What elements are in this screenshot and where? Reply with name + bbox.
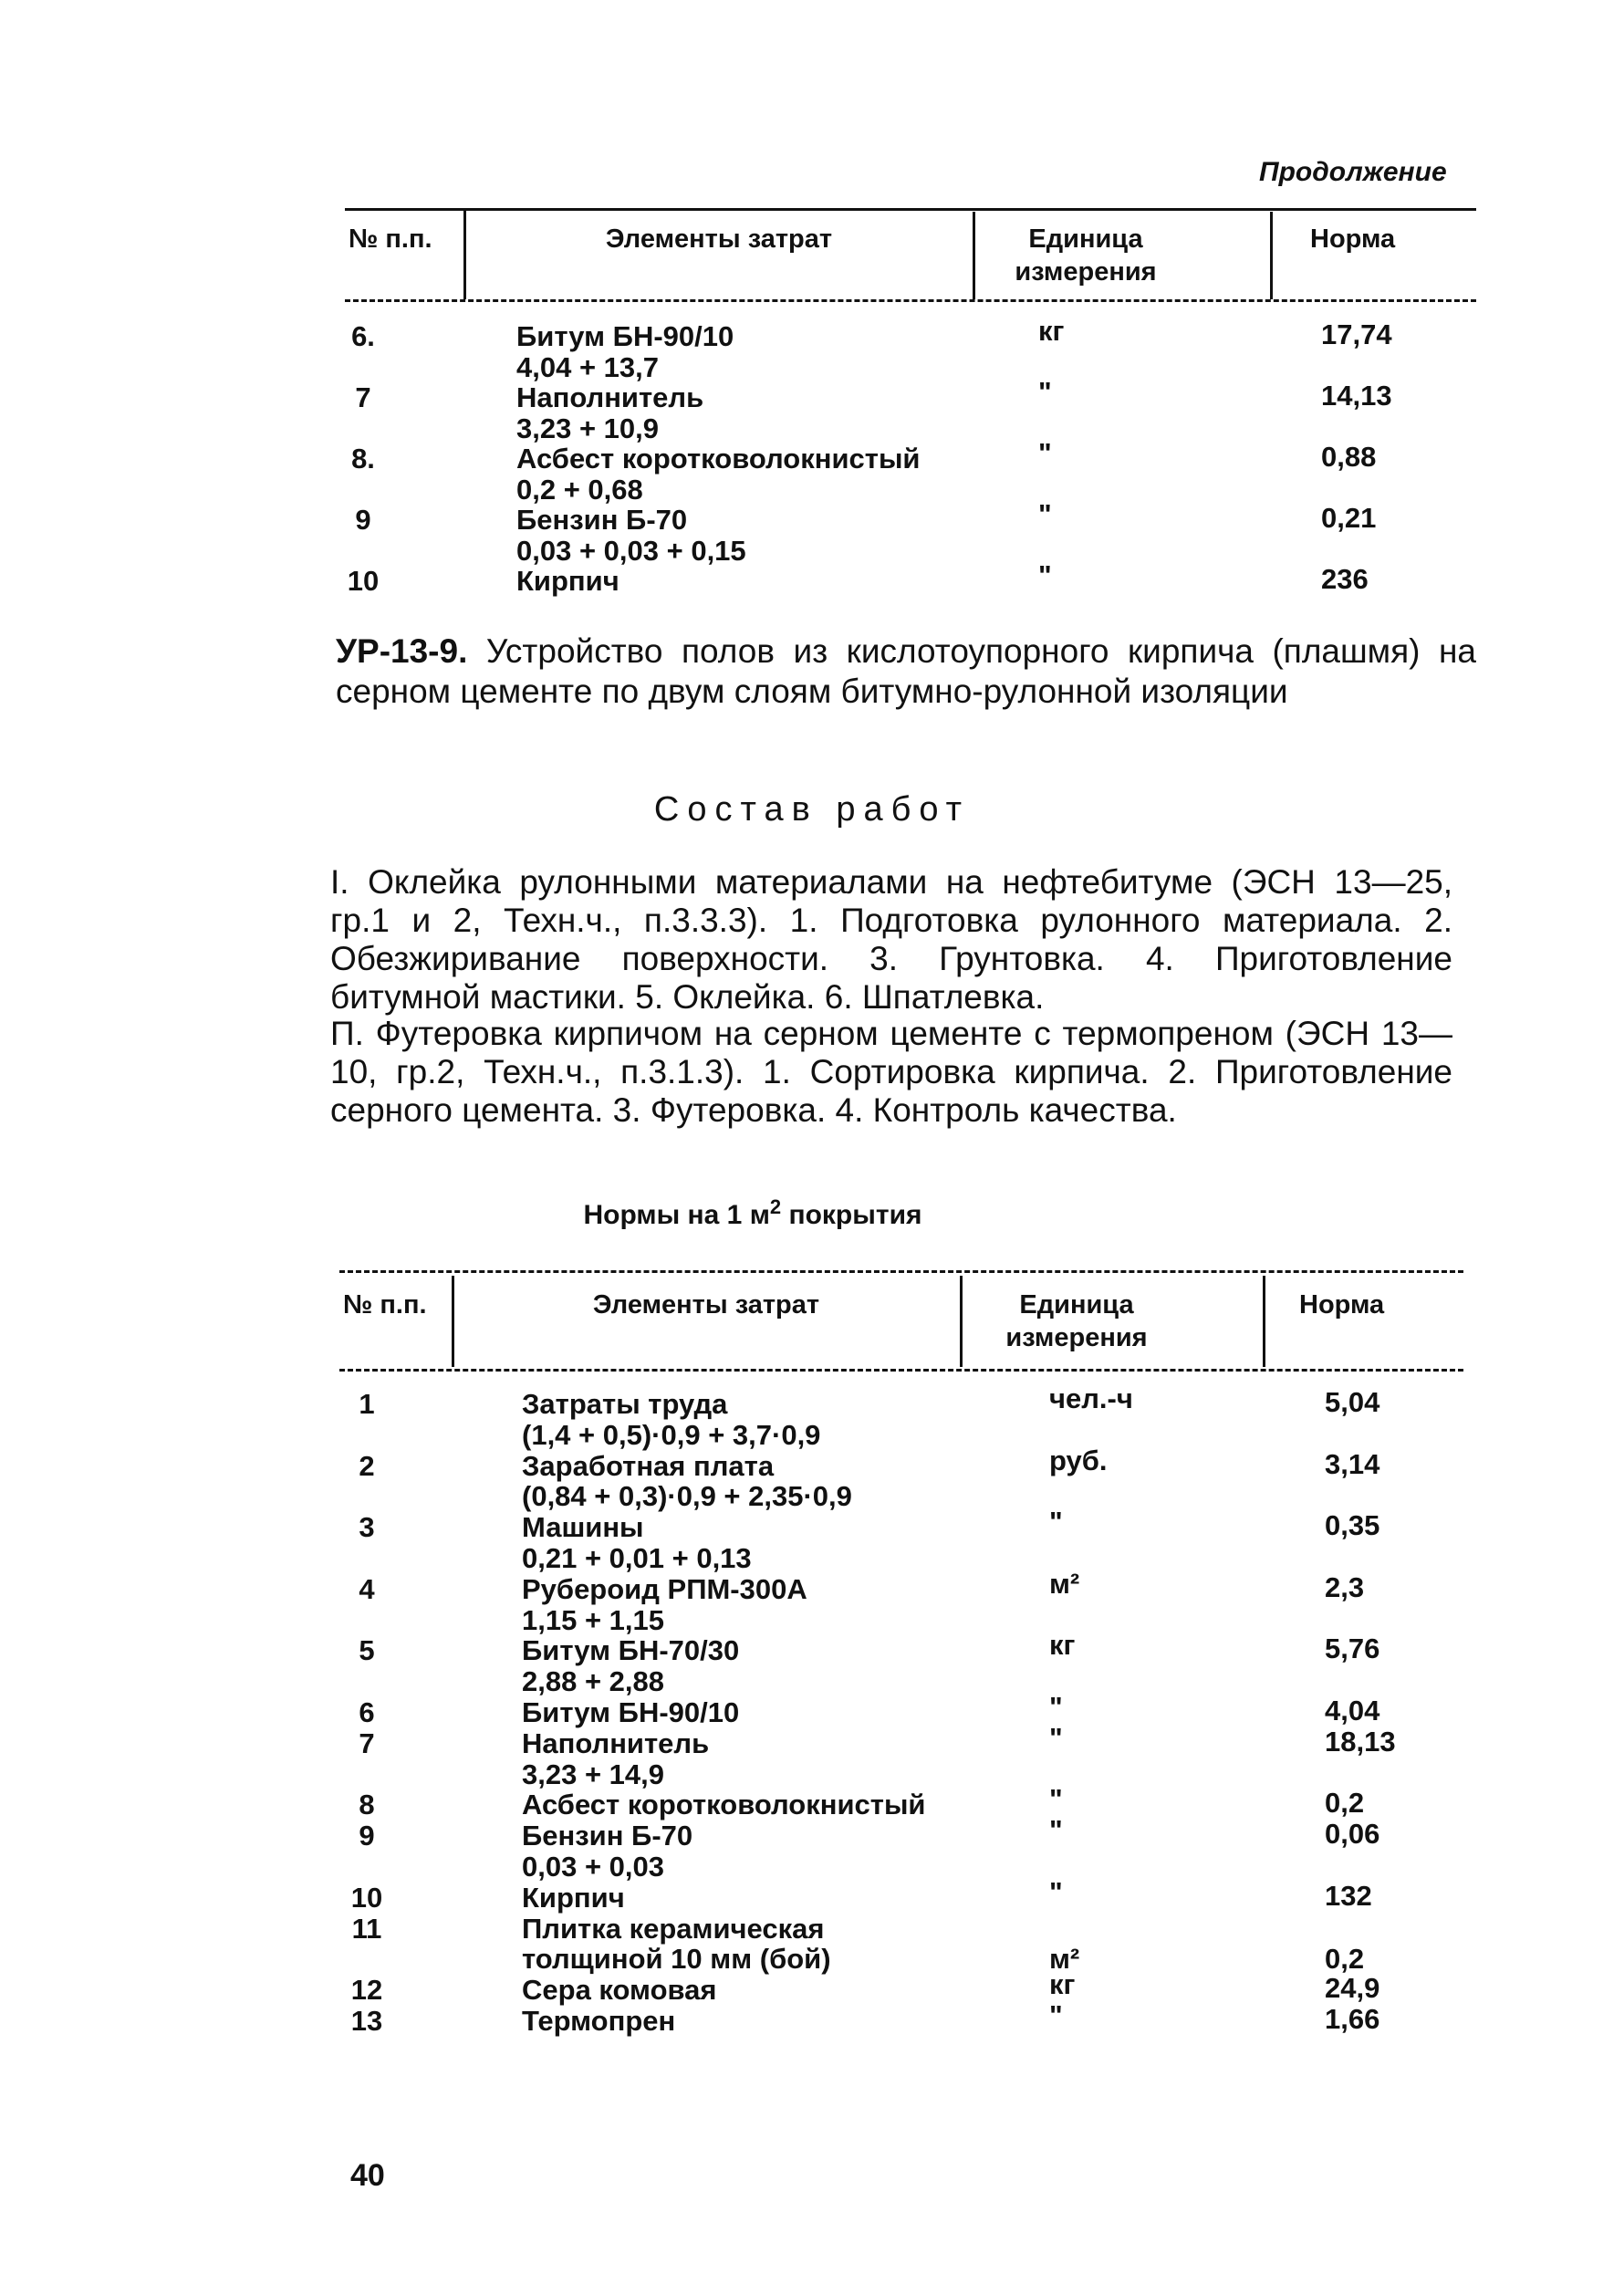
row-unit: " [1049,1691,1063,1723]
row-unit: чел.-ч [1049,1382,1133,1414]
row-element-name: Наполнитель [516,381,704,413]
norms-title-tail: покрытия [781,1200,922,1230]
section-code: УР-13-9. [336,632,468,670]
row-element-detail: 0,03 + 0,03 + 0,15 [516,534,746,567]
row-element-detail: 2,88 + 2,88 [522,1665,664,1698]
table-2-header-unit: Единица измерения [1005,1290,1148,1352]
row-norm: 0,06 [1325,1818,1380,1851]
row-unit: " [1038,376,1052,408]
row-norm: 0,2 [1325,1943,1365,1976]
row-element-detail: (0,84 + 0,3)·0,9 + 2,35·0,9 [522,1480,852,1513]
row-number: 9 [359,1820,375,1852]
row-element-name: Наполнитель [522,1726,710,1759]
row-norm: 18,13 [1325,1725,1396,1758]
row-element-detail: толщиной 10 мм (бой) [522,1943,831,1976]
table-2-header-elements: Элементы затрат [592,1290,820,1320]
row-unit: " [1038,437,1052,469]
row-element-name: Рубероид РПМ-300А [522,1572,807,1605]
norms-title-superscript: 2 [769,1195,782,1218]
row-unit: " [1049,1721,1063,1754]
work-paragraph-1: I. Оклейка рулонными материалами на нефтебитуме (ЭСН 13—25, гр.1 и 2, Техн.ч., п.3.3.3). 1. Подготовка рулонного материала. 2. Обезжиривание поверхности. 3. Грунтовка. 4. Приготовление битумной мастики. 5. Оклейка. 6. Шпатлевка. [330,863,1452,1016]
work-paragraph-2: П. Футеровка кирпичом на серном цементе с термопреном (ЭСН 13—10, гр.2, Техн.ч., п.3.1.3). 1. Сортировка кирпича. 2. Приготовление серного цемента. 3. Футеровка. 4. Контроль качества. [330,1015,1452,1129]
row-unit: руб. [1049,1444,1108,1476]
row-number: 8. [351,443,375,475]
table-1-col-divider [1270,212,1273,299]
row-number: 6. [351,320,375,352]
row-element-detail: 1,15 + 1,15 [522,1603,664,1636]
row-norm: 0,21 [1321,502,1377,534]
row-element-detail: 0,2 + 0,68 [516,473,643,506]
row-number: 1 [359,1388,375,1420]
row-number: 6 [359,1696,375,1728]
section-heading-text: Устройство полов из кислотоупорного кирпича (плашмя) на серном цементе по двум слоям битумно-рулонной изоляции [336,632,1477,710]
table-2-top-rule [339,1270,1463,1273]
row-element-name: Кирпич [522,1881,625,1914]
table-1-col-divider [463,208,466,299]
row-element-name: Плитка керамическая [522,1912,825,1945]
row-norm: 1,66 [1325,2003,1380,2035]
table-1-header-rule [345,299,1476,302]
row-number: 10 [350,1881,383,1914]
row-number: 2 [359,1449,375,1482]
table-2-header-num: № п.п. [343,1290,427,1320]
table-2-col-divider [960,1276,963,1367]
row-element-detail: 0,21 + 0,01 + 0,13 [522,1542,752,1574]
row-norm: 5,76 [1325,1633,1380,1665]
row-unit: " [1049,1506,1063,1539]
row-norm: 2,3 [1325,1570,1365,1603]
row-number: 3 [359,1511,375,1544]
continuation-label: Продолжение [1259,157,1447,187]
row-unit: " [1049,1814,1063,1847]
table-1-col-divider [973,212,975,299]
row-norm: 24,9 [1325,1972,1380,2005]
page-number: 40 [350,2158,385,2193]
row-element-detail: 3,23 + 10,9 [516,412,659,444]
row-element-name: Битум БН-70/30 [522,1634,740,1667]
row-unit: " [1038,559,1052,591]
row-element-name: Кирпич [516,565,619,597]
table-1-top-rule [345,208,1476,211]
row-unit: " [1049,1999,1063,2031]
row-element-detail: 3,23 + 14,9 [522,1758,664,1790]
row-element-name: Асбест коротковолокнистый [522,1789,926,1821]
table-2-header-norm: Норма [1299,1290,1385,1320]
row-norm: 236 [1321,563,1369,595]
row-number: 12 [350,1974,383,2007]
row-norm: 132 [1325,1879,1372,1912]
norms-title [0,1195,1505,1231]
table-2-col-divider [1263,1276,1265,1367]
row-unit: кг [1049,1629,1076,1662]
row-norm: 0,88 [1321,441,1377,473]
row-unit: м² [1049,1943,1080,1976]
row-element-name: Бензин Б-70 [522,1820,693,1852]
row-unit: " [1049,1875,1063,1908]
row-norm: 0,35 [1325,1509,1380,1542]
table-1-header-norm: Норма [1310,224,1396,254]
table-1-header-unit: Единица измерения [1015,224,1157,287]
row-number: 7 [359,1726,375,1759]
row-norm: 5,04 [1325,1386,1380,1418]
row-element-name: Термопрен [522,2005,676,2037]
norms-title-text: Нормы на 1 м [583,1200,770,1230]
row-norm: 4,04 [1325,1695,1380,1726]
row-element-name: Асбест коротковолокнистый [516,443,921,475]
row-number: 5 [359,1634,375,1667]
row-unit: кг [1049,1968,1076,2001]
row-element-detail: 4,04 + 13,7 [516,350,659,383]
row-element-name: Заработная плата [522,1449,775,1482]
row-norm: 14,13 [1321,380,1392,412]
row-number: 9 [355,504,371,536]
row-number: 8 [359,1789,375,1821]
row-number: 4 [359,1572,375,1605]
row-number: 10 [347,565,380,597]
row-element-name: Бензин Б-70 [516,504,688,536]
row-element-detail: 0,03 + 0,03 [522,1851,664,1883]
row-unit: кг [1038,315,1065,347]
row-unit: м² [1049,1567,1080,1600]
row-norm: 0,2 [1325,1787,1365,1820]
row-element-name: Сера комовая [522,1974,717,2007]
row-element-detail: (1,4 + 0,5)·0,9 + 3,7·0,9 [522,1418,821,1451]
row-number: 11 [351,1912,382,1945]
row-norm: 3,14 [1325,1447,1380,1480]
row-number: 13 [350,2005,383,2037]
row-unit: " [1038,498,1052,530]
section-heading [336,631,1476,712]
table-1-header-elements: Элементы затрат [605,224,833,254]
row-norm: 17,74 [1321,318,1392,350]
work-composition-title: Состав работ [653,790,971,829]
row-unit: " [1049,1783,1063,1816]
table-1-header-num: № п.п. [349,224,432,254]
row-number: 7 [355,381,371,413]
row-element-name: Машины [522,1511,644,1544]
table-2-header-rule [339,1369,1463,1372]
row-element-name: Затраты труда [522,1388,728,1420]
row-element-name: Битум БН-90/10 [522,1696,740,1728]
row-element-name: Битум БН-90/10 [516,320,734,352]
